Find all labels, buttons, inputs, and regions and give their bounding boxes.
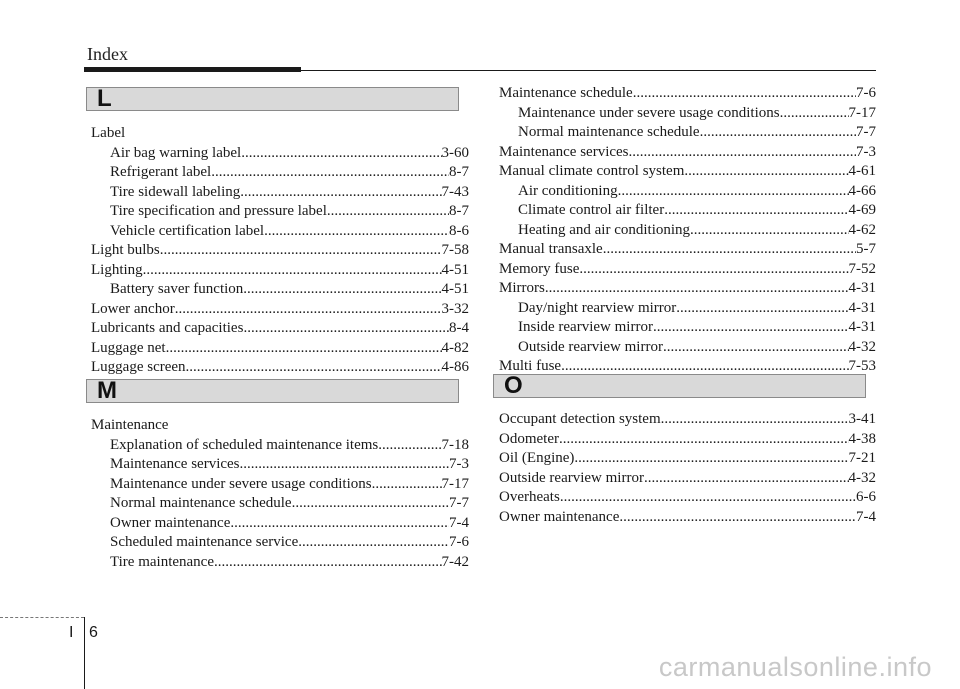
index-subentry — [91, 436, 469, 456]
leader-dots — [240, 455, 449, 475]
entry-label: Memory fuse — [499, 260, 580, 277]
leader-dots — [143, 261, 442, 281]
entry-page-ref: 4-32 — [848, 338, 876, 355]
section-letter-o: O — [504, 372, 523, 399]
leader-dots — [243, 280, 441, 300]
entry-page-ref: 7-53 — [848, 358, 876, 374]
entry-page-ref: 7-6 — [856, 85, 876, 101]
entry-page-ref: 8-7 — [449, 203, 469, 219]
footer-page-number: 6 — [89, 624, 98, 641]
leader-dots — [663, 338, 849, 358]
entry-label: Tire sidewall labeling — [110, 183, 241, 200]
header-rule — [84, 70, 876, 71]
entry-label: Lighting — [91, 261, 143, 278]
entry-label: Luggage net — [91, 339, 166, 356]
leader-dots — [298, 533, 449, 553]
entry-page-ref: 3-32 — [441, 300, 469, 317]
leader-dots — [545, 279, 849, 299]
entry-label: Lower anchor — [91, 300, 175, 317]
entry-label: Light bulbs — [91, 242, 160, 258]
index-subentry — [499, 299, 876, 319]
leader-dots — [372, 475, 442, 495]
index-entry — [91, 300, 469, 320]
entry-label: Maintenance services — [499, 143, 629, 160]
index-subentry — [499, 201, 876, 221]
entry-label: Multi fuse — [499, 358, 562, 374]
index-subentry — [499, 318, 876, 338]
entry-label: Overheats — [499, 489, 560, 505]
leader-dots — [327, 202, 449, 222]
entry-label: Refrigerant label — [110, 164, 212, 180]
index-list-m-continued — [499, 84, 876, 377]
leader-dots — [579, 260, 848, 280]
index-list-l — [91, 124, 469, 378]
index-entry — [499, 430, 876, 450]
entry-label: Lubricants and capacities — [91, 320, 244, 336]
entry-label: Maintenance under severe usage conditions — [110, 475, 372, 492]
entry-page-ref: 3-41 — [848, 411, 876, 427]
footer-section-letter: I — [69, 624, 74, 641]
leader-dots — [559, 430, 849, 450]
index-entry — [499, 84, 876, 104]
index-entry — [91, 124, 469, 144]
leader-dots — [186, 358, 442, 378]
index-entry — [499, 279, 876, 299]
entry-page-ref: 7-17 — [848, 104, 876, 121]
leader-dots — [230, 514, 449, 534]
entry-page-ref: 4-51 — [441, 281, 469, 297]
entry-page-ref: 4-69 — [848, 202, 876, 218]
index-entry — [499, 240, 876, 260]
entry-page-ref: 7-43 — [441, 183, 469, 200]
entry-page-ref: 4-31 — [848, 280, 876, 296]
entry-page-ref: 4-82 — [441, 339, 469, 356]
entry-label: Air conditioning — [518, 182, 618, 199]
leader-dots — [618, 182, 849, 202]
entry-page-ref: 4-31 — [848, 319, 876, 335]
index-subentry — [91, 553, 469, 573]
entry-page-ref: 8-4 — [449, 320, 469, 336]
index-subentry — [91, 222, 469, 242]
entry-page-ref: 7-6 — [449, 534, 469, 550]
index-entry — [499, 410, 876, 430]
leader-dots — [160, 241, 442, 261]
index-subentry — [499, 104, 876, 124]
leader-dots — [676, 299, 848, 319]
leader-dots — [378, 436, 441, 456]
entry-page-ref: 4-86 — [441, 359, 469, 375]
index-subentry — [91, 475, 469, 495]
index-entry — [91, 358, 469, 378]
leader-dots — [619, 508, 856, 528]
entry-label: Inside rearview mirror — [518, 319, 653, 335]
entry-label: Maintenance schedule — [499, 85, 633, 101]
entry-label: Odometer — [499, 430, 559, 447]
entry-page-ref: 4-61 — [848, 163, 876, 179]
index-subentry — [91, 202, 469, 222]
entry-label: Normal maintenance schedule — [110, 495, 292, 511]
entry-label: Owner maintenance — [499, 508, 620, 525]
index-entry — [91, 416, 469, 436]
entry-label: Vehicle certification label — [110, 222, 265, 239]
entry-page-ref: 4-62 — [848, 221, 876, 238]
entry-page-ref: 7-17 — [441, 475, 469, 492]
leader-dots — [629, 143, 856, 163]
section-letter-m: M — [97, 377, 117, 404]
index-subentry — [91, 144, 469, 164]
footer-vertical-rule — [84, 617, 85, 689]
index-entry — [499, 162, 876, 182]
entry-page-ref: 4-51 — [441, 261, 469, 278]
leader-dots — [214, 553, 442, 573]
entry-page-ref: 7-42 — [441, 553, 469, 570]
index-subentry — [91, 163, 469, 183]
index-entry — [91, 339, 469, 359]
entry-label: Luggage screen — [91, 359, 186, 375]
leader-dots — [175, 300, 442, 320]
entry-page-ref: 3-60 — [441, 144, 469, 161]
section-letter-l: L — [97, 85, 112, 112]
index-entry — [499, 488, 876, 508]
entry-page-ref: 7-21 — [848, 450, 876, 466]
entry-label: Battery saver function — [110, 281, 244, 297]
entry-page-ref: 7-52 — [848, 260, 876, 277]
entry-label: Outside rearview mirror — [518, 338, 663, 355]
index-entry — [91, 241, 469, 261]
entry-label: Mirrors — [499, 280, 545, 296]
entry-page-ref: 7-18 — [441, 436, 469, 453]
entry-label: Owner maintenance — [110, 514, 231, 531]
entry-label: Normal maintenance schedule — [518, 124, 700, 140]
entry-label: Oil (Engine) — [499, 450, 575, 466]
entry-label: Maintenance services — [110, 456, 240, 472]
leader-dots — [633, 84, 856, 104]
leader-dots — [690, 221, 848, 241]
leader-dots — [780, 104, 849, 124]
index-entry — [499, 469, 876, 489]
index-subentry — [91, 455, 469, 475]
index-subentry — [91, 280, 469, 300]
entry-label: Maintenance under severe usage conditions — [518, 104, 780, 121]
leader-dots — [653, 318, 849, 338]
entry-page-ref: 6-6 — [856, 489, 876, 505]
leader-dots — [700, 123, 856, 143]
entry-page-ref: 7-7 — [856, 124, 876, 140]
index-subentry — [499, 123, 876, 143]
leader-dots — [240, 183, 441, 203]
leader-dots — [241, 144, 441, 164]
entry-page-ref: 8-6 — [449, 222, 469, 239]
index-entry — [499, 508, 876, 528]
entry-page-ref: 4-66 — [848, 182, 876, 199]
entry-label: Scheduled maintenance service — [110, 534, 299, 550]
entry-page-ref: 7-4 — [856, 508, 876, 525]
leader-dots — [211, 163, 449, 183]
index-subentry — [499, 182, 876, 202]
entry-page-ref: 7-7 — [449, 495, 469, 511]
entry-page-ref: 7-3 — [449, 456, 469, 472]
entry-label: Day/night rearview mirror — [518, 299, 677, 316]
leader-dots — [560, 488, 856, 508]
entry-label: Climate control air filter — [518, 202, 665, 218]
entry-label: Manual climate control system — [499, 163, 685, 179]
entry-label: Maintenance — [91, 417, 169, 433]
section-header-l — [86, 87, 459, 111]
index-entry — [499, 260, 876, 280]
entry-page-ref: 8-7 — [449, 164, 469, 180]
leader-dots — [574, 449, 848, 469]
entry-page-ref: 4-38 — [848, 430, 876, 447]
entry-label: Explanation of scheduled maintenance items — [110, 436, 379, 453]
entry-label: Occupant detection system — [499, 411, 661, 427]
entry-label: Label — [91, 125, 126, 141]
section-header-m — [86, 379, 459, 403]
index-entry — [499, 143, 876, 163]
section-header-o — [493, 374, 866, 398]
leader-dots — [661, 410, 849, 430]
leader-dots — [684, 162, 848, 182]
leader-dots — [603, 240, 856, 260]
index-entry — [91, 319, 469, 339]
index-subentry — [499, 221, 876, 241]
index-list-m — [91, 416, 469, 572]
leader-dots — [664, 201, 848, 221]
index-subentry — [499, 338, 876, 358]
index-list-o — [499, 410, 876, 527]
footer-dashed-rule — [0, 617, 84, 618]
index-entry — [499, 449, 876, 469]
entry-label: Air bag warning label — [110, 144, 242, 161]
index-subentry — [91, 514, 469, 534]
entry-label: Heating and air conditioning — [518, 221, 691, 238]
leader-dots — [166, 339, 442, 359]
entry-label: Tire maintenance — [110, 553, 214, 570]
entry-page-ref: 5-7 — [856, 241, 876, 257]
entry-page-ref: 4-31 — [848, 299, 876, 316]
leader-dots — [243, 319, 449, 339]
leader-dots — [264, 222, 449, 242]
index-entry — [91, 261, 469, 281]
entry-label: Tire specification and pressure label — [110, 203, 327, 219]
index-subentry — [91, 494, 469, 514]
entry-page-ref: 7-4 — [449, 514, 469, 531]
watermark-text: carmanualsonline.info — [658, 652, 932, 682]
index-subentry — [91, 533, 469, 553]
leader-dots — [644, 469, 849, 489]
index-subentry — [91, 183, 469, 203]
entry-page-ref: 7-58 — [441, 242, 469, 258]
entry-page-ref: 4-32 — [848, 469, 876, 486]
leader-dots — [292, 494, 449, 514]
page-title: Index — [87, 44, 128, 64]
entry-page-ref: 7-3 — [856, 143, 876, 160]
entry-label: Manual transaxle — [499, 241, 603, 257]
entry-label: Outside rearview mirror — [499, 469, 644, 486]
